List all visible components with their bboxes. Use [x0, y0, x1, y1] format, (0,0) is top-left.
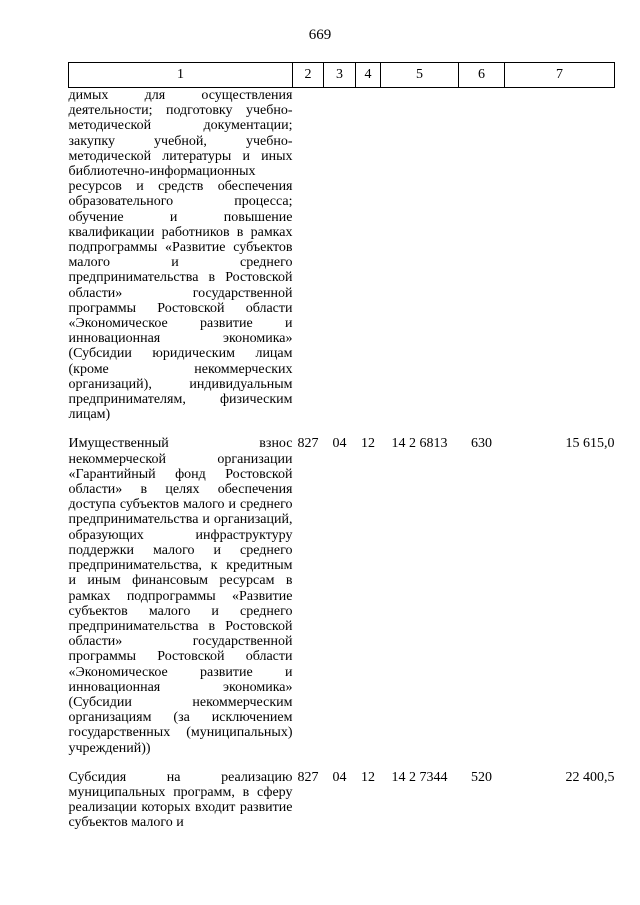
amount — [505, 88, 615, 423]
column-header: 3 — [324, 63, 356, 88]
expense-name: димых для осуществления деятельности; подготовку учебно-методической документации; закупку учебной, учебно-методической литературы и иных библиотечно-информационных ресурсов и средств обеспечения образовательного процесса; обучение и повышение квалификации работников в рамках подпрограммы «Развитие субъектов малого и среднего предпринимательства в Ростовской области» государственной программы Ростовской области «Экономическое развитие и инновационная экономика» (Субсидии юридическим лицам (кроме некоммерческих организаций), индивидуальным предпринимателям, физическим лицам) — [68, 88, 293, 423]
amount: 15 615,0 — [565, 436, 615, 452]
expense-type-code: 630 — [471, 436, 492, 452]
ministry-code: 827 — [297, 436, 319, 452]
column-header: 4 — [356, 63, 381, 88]
column-header: 1 — [69, 63, 293, 88]
table-row — [69, 88, 615, 423]
subsection-code: 12 — [361, 769, 375, 785]
target-article-code: 14 2 6813 — [391, 436, 448, 452]
section-code — [324, 88, 356, 423]
subsection-code — [356, 88, 381, 423]
column-header: 7 — [505, 63, 615, 88]
page-number: 669 — [308, 27, 332, 43]
section-code: 04 — [332, 436, 347, 452]
column-header: 2 — [293, 63, 324, 88]
budget-table — [68, 62, 615, 831]
column-header: 6 — [459, 63, 505, 88]
expense-name: Субсидия на реализацию муниципальных программ, в сферу реализации которых входит развитие субъектов малого и — [68, 769, 293, 831]
expense-name: Имущественный взнос некоммерческой организации «Гарантийный фонд Ростовской области» в целях обеспечения доступа субъектов малого и среднего предпринимательства и организаций, образующих инфраструктуру поддержки малого и среднего предпринимательства, к кредитным и иным финансовым ресурсам в рамках подпрограммы «Развитие субъектов малого и среднего предпринимательства в Ростовской области» государственной программы Ростовской области «Экономическое развитие и инновационная экономика» (Субсидии некоммерческим организациям (за исключением государственных (муниципальных) учреждений)) — [68, 436, 293, 756]
amount: 22 400,5 — [565, 769, 615, 785]
target-article-code — [381, 88, 459, 423]
column-header: 5 — [381, 63, 459, 88]
subsection-code: 12 — [361, 436, 375, 452]
table-header-row — [69, 63, 615, 88]
expense-type-code — [459, 88, 505, 423]
ministry-code — [293, 88, 324, 423]
expense-type-code: 520 — [471, 769, 492, 785]
target-article-code: 14 2 7344 — [391, 769, 448, 785]
ministry-code: 827 — [297, 769, 319, 785]
section-code: 04 — [332, 769, 347, 785]
table-row — [69, 422, 615, 755]
table-row — [69, 756, 615, 831]
